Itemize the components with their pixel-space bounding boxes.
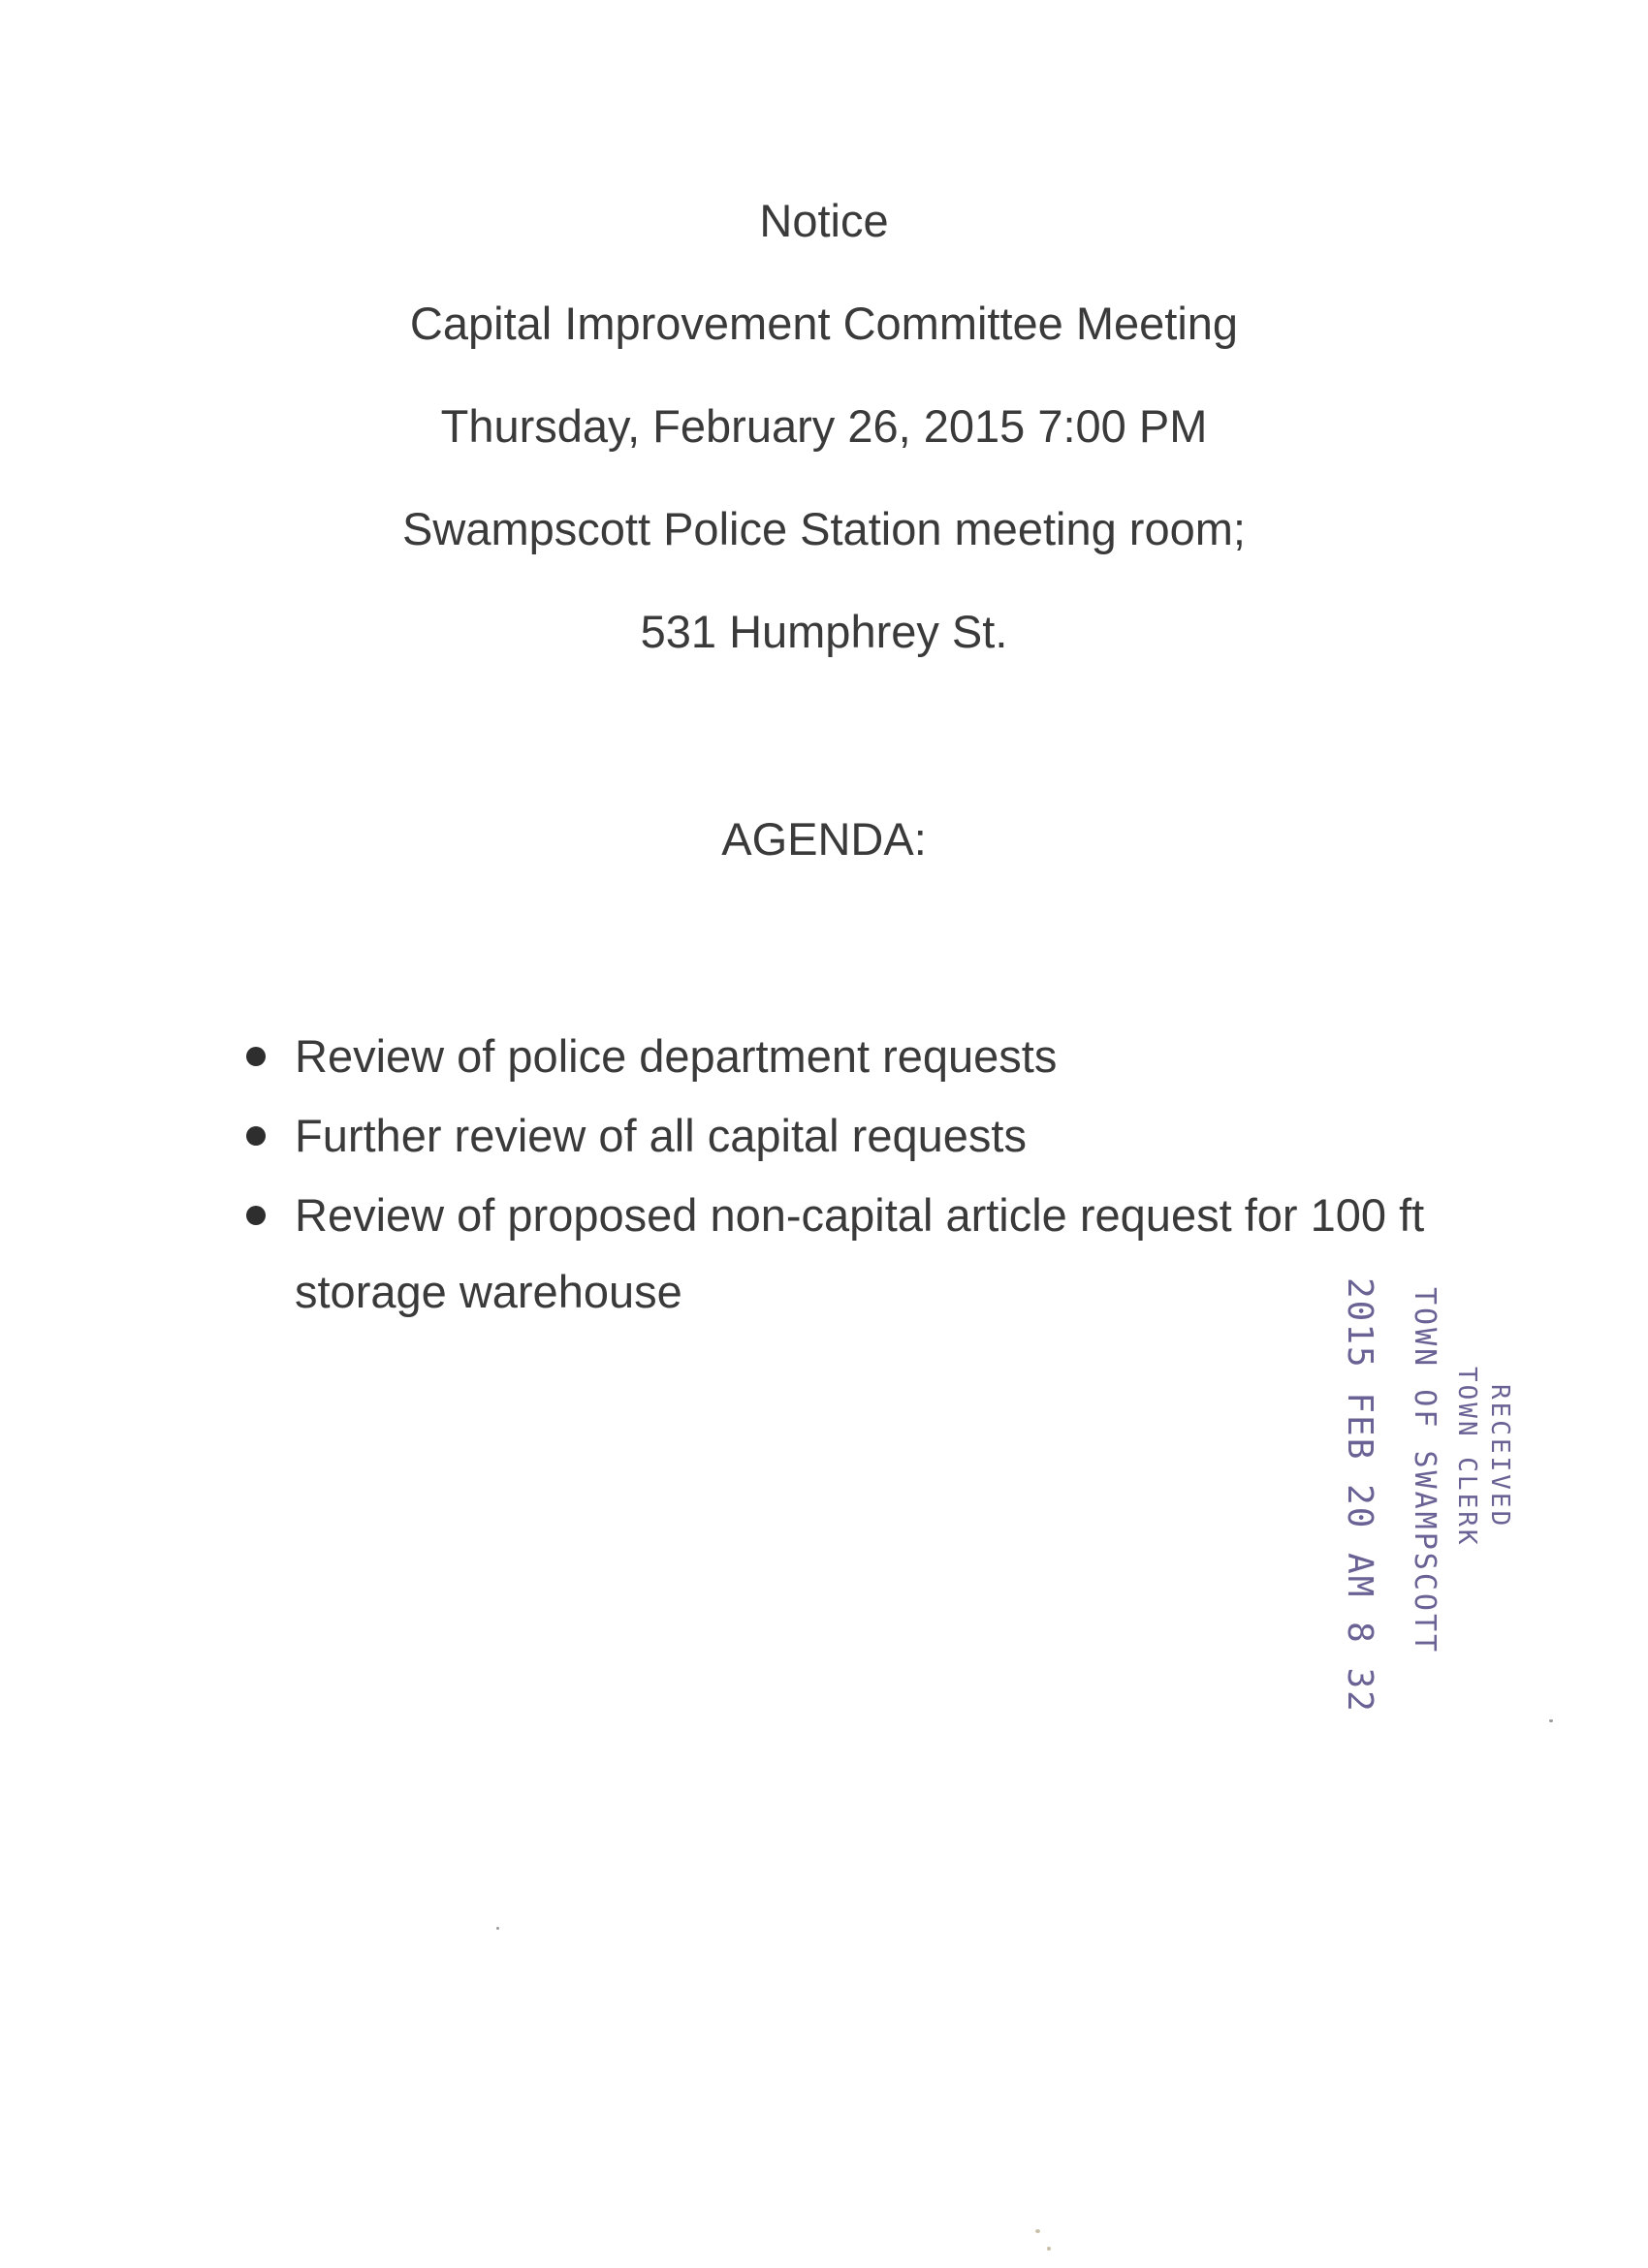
bullet-icon [246,1047,266,1066]
meeting-location: Swampscott Police Station meeting room; [402,503,1246,554]
stamp-town-clerk: TOWN CLERK [1452,1367,1481,1548]
scan-speck [496,1927,499,1930]
agenda-item-text: Further review of all capital requests [295,1110,1027,1161]
meeting-title: Capital Improvement Committee Meeting [409,298,1239,349]
bullet-icon [246,1206,266,1225]
scan-speck [1047,2247,1051,2251]
scan-speck [1035,2229,1040,2233]
agenda-item-text: Review of police department requests [295,1030,1058,1082]
meeting-address: 531 Humphrey St. [640,606,1008,657]
agenda-heading: AGENDA: [721,813,927,865]
stamp-town-name: TOWN OF SWAMPSCOTT [1408,1287,1442,1655]
agenda-item [242,1097,1454,1174]
agenda-list [242,1018,1454,1333]
scan-speck [1549,1719,1553,1722]
agenda-item-text: Review of proposed non-capital article request for 100 ft storage warehouse [295,1189,1425,1317]
bullet-icon [246,1126,266,1146]
agenda-item [242,1177,1454,1330]
meeting-datetime: Thursday, February 26, 2015 7:00 PM [440,400,1208,452]
stamp-received: RECEIVED [1485,1384,1514,1529]
agenda-item [242,1018,1454,1094]
stamp-date: 2015 FEB 20 AM 8 32 [1340,1277,1379,1714]
received-stamp [1320,1277,1522,1714]
notice-heading: Notice [759,195,889,246]
